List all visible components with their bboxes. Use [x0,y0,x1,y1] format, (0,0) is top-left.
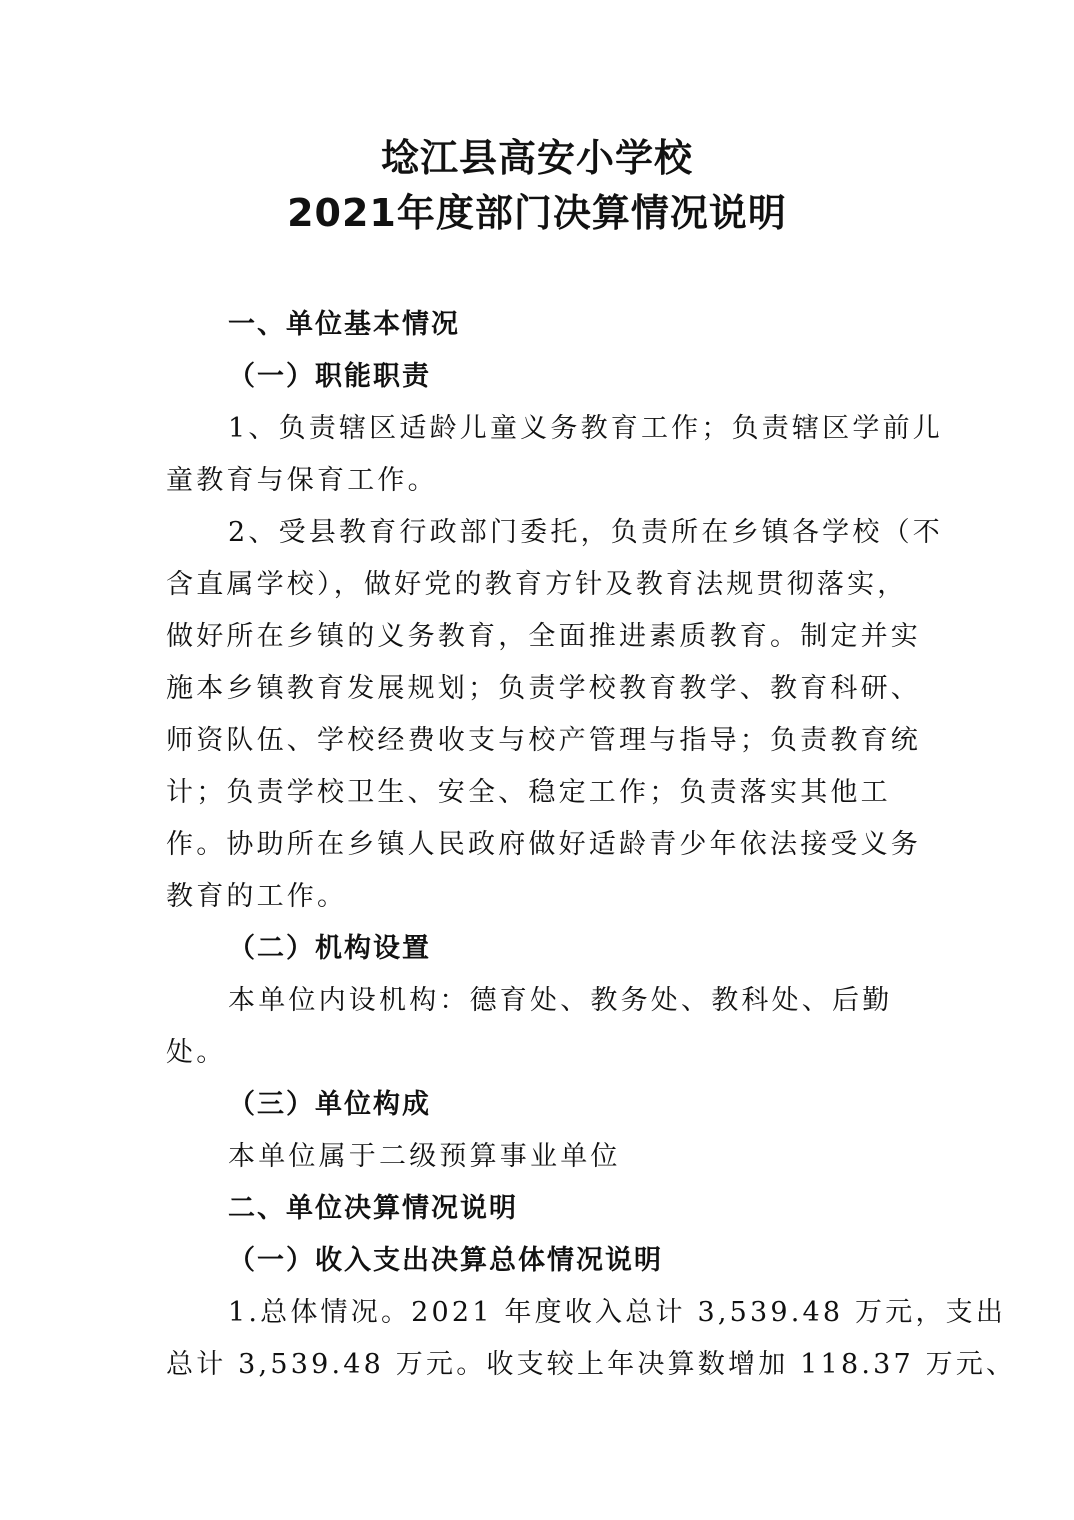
subsection-heading: （三）单位构成 [228,1089,431,1120]
paragraph-line: 1、负责辖区适龄儿童义务教育工作；负责辖区学前儿 [228,413,943,444]
paragraph-line: 处。 [166,1037,227,1068]
paragraph-line: 1.总体情况。2021 年度收入总计 3,539.48 万元，支出 [228,1297,1007,1328]
subsection-heading: （一）收入支出决算总体情况说明 [228,1245,663,1276]
paragraph-line: 作。协助所在乡镇人民政府做好适龄青少年依法接受义务 [166,829,921,860]
section-heading: 一、单位基本情况 [228,309,460,340]
paragraph-line: 师资队伍、学校经费收支与校产管理与指导；负责教育统 [166,725,921,756]
section-heading: 二、单位决算情况说明 [228,1193,518,1224]
paragraph-line: 施本乡镇教育发展规划；负责学校教育教学、教育科研、 [166,673,921,704]
paragraph-line: 总计 3,539.48 万元。收支较上年决算数增加 118.37 万元、 [166,1349,1017,1380]
subsection-heading: （二）机构设置 [228,933,431,964]
paragraph-line: 教育的工作。 [166,881,348,912]
paragraph-line: 2、受县教育行政部门委托，负责所在乡镇各学校（不 [228,517,943,548]
document-title-line1: 埝江县高安小学校 [380,136,693,180]
document-title-line2: 2021年度部门决算情况说明 [287,191,787,235]
paragraph-line: 计；负责学校卫生、安全、稳定工作；负责落实其他工 [166,777,891,808]
paragraph-line: 做好所在乡镇的义务教育，全面推进素质教育。制定并实 [166,621,921,652]
paragraph-line: 含直属学校），做好党的教育方针及教育法规贯彻落实， [166,569,908,600]
subsection-heading: （一）职能职责 [228,361,431,392]
paragraph-line: 本单位内设机构：德育处、教务处、教科处、后勤 [228,985,893,1016]
paragraph-line: 童教育与保育工作。 [166,465,438,496]
paragraph-line: 本单位属于二级预算事业单位 [228,1141,621,1172]
